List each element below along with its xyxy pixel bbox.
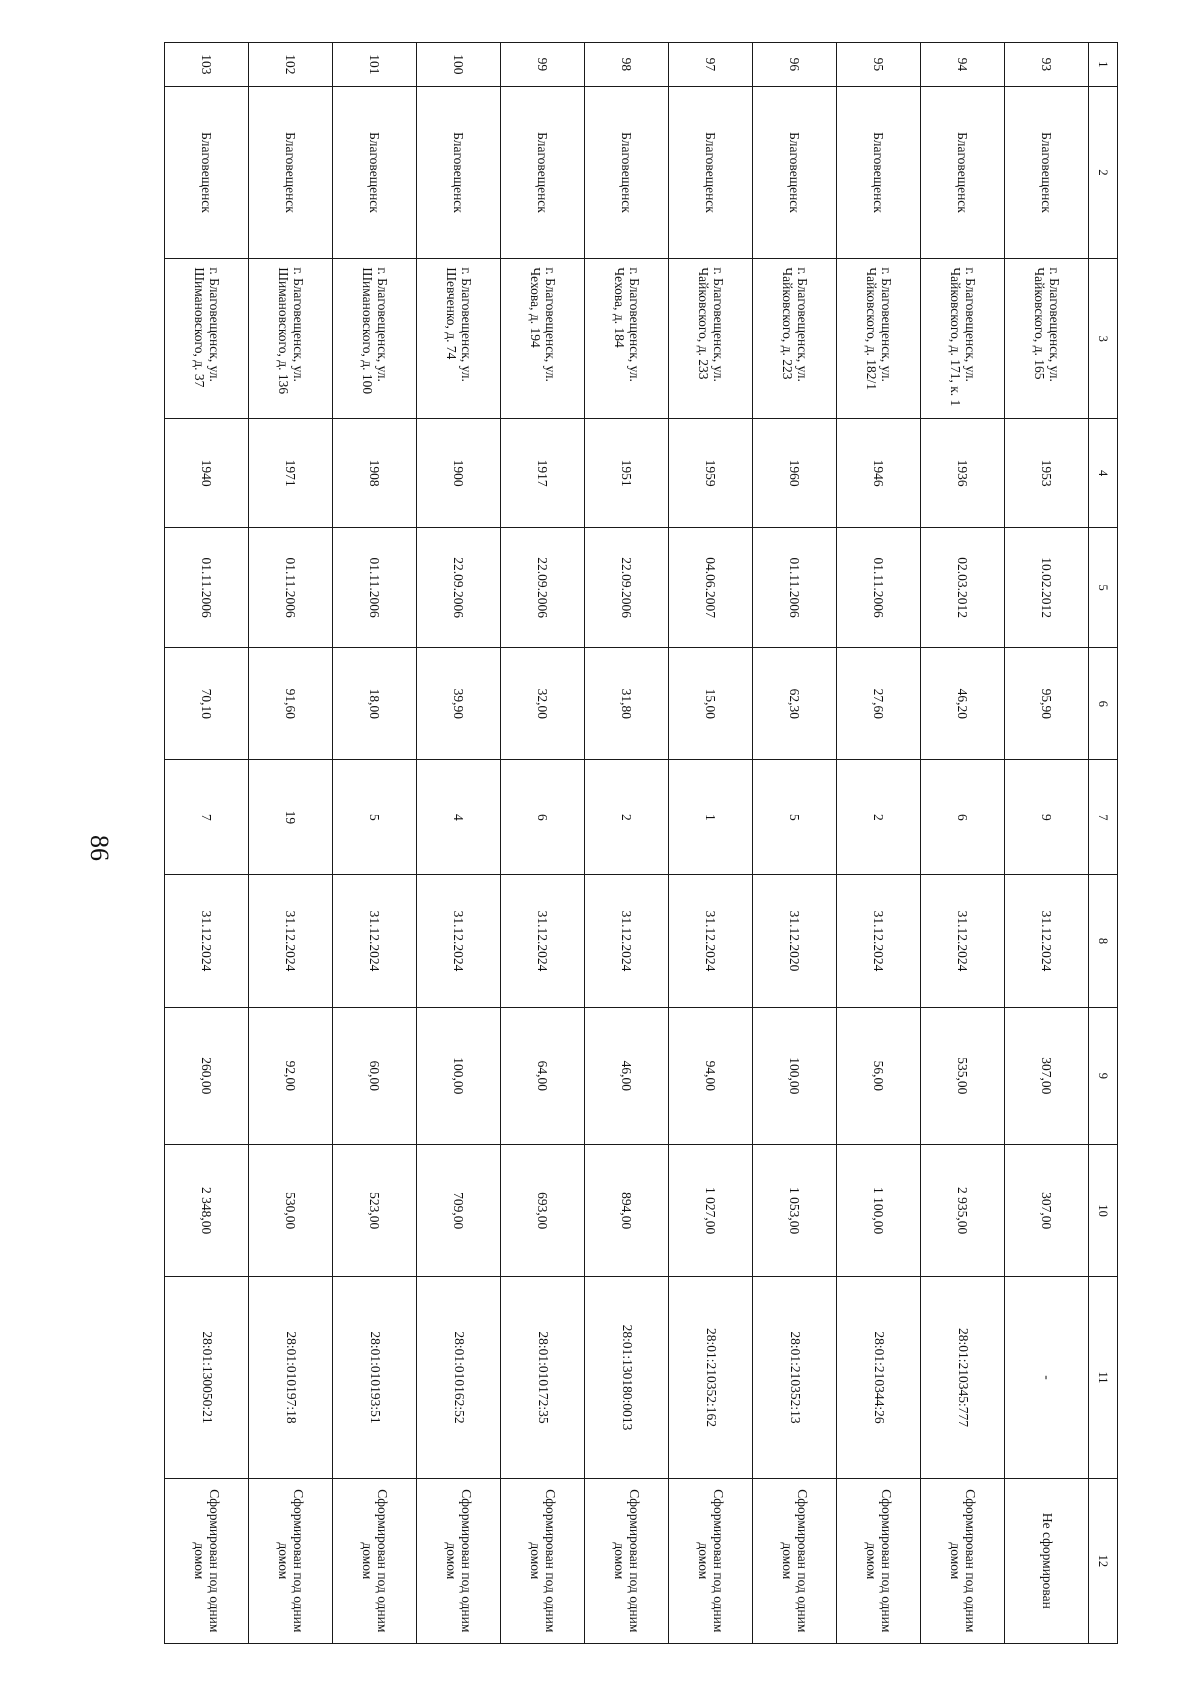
column-header: 10 [1089, 1145, 1118, 1277]
cadastral-number-cell: 28:01:010162:52 [417, 1277, 501, 1478]
plot-status-cell: Сформирован под одним домом [249, 1478, 333, 1643]
recognition-date-cell: 22.09.2006 [501, 527, 585, 647]
residents-cell: 6 [921, 760, 1005, 875]
land-area-cell: 307,00 [1005, 1007, 1089, 1145]
plot-area-cell: 1 027,00 [669, 1145, 753, 1277]
table-container [182, 42, 1118, 1644]
resettlement-date-cell: 31.12.2020 [753, 875, 837, 1007]
column-header: 8 [1089, 875, 1118, 1007]
area-cell: 32,00 [501, 648, 585, 760]
resettlement-date-cell: 31.12.2024 [837, 875, 921, 1007]
area-cell: 62,30 [753, 648, 837, 760]
build-year-cell: 1951 [585, 419, 669, 528]
column-header: 9 [1089, 1007, 1118, 1145]
plot-status-cell: Сформирован под одним домом [669, 1478, 753, 1643]
build-year-cell: 1960 [753, 419, 837, 528]
row-number-cell: 96 [753, 43, 837, 87]
build-year-cell: 1940 [165, 419, 249, 528]
area-cell: 91,60 [249, 648, 333, 760]
plot-area-cell: 307,00 [1005, 1145, 1089, 1277]
table-row [669, 43, 753, 1644]
table-body [165, 43, 1089, 1644]
table-row [1005, 43, 1089, 1644]
cadastral-number-cell: 28:01:130050:21 [165, 1277, 249, 1478]
plot-area-cell: 1 100,00 [837, 1145, 921, 1277]
plot-area-cell: 523,00 [333, 1145, 417, 1277]
plot-area-cell: 2 348,00 [165, 1145, 249, 1277]
recognition-date-cell: 01.11.2006 [165, 527, 249, 647]
plot-status-cell: Сформирован под одним домом [501, 1478, 585, 1643]
address-cell: г. Благовещенск, ул. Чайковского, д. 165 [1005, 259, 1089, 419]
area-cell: 31,80 [585, 648, 669, 760]
row-number-cell: 98 [585, 43, 669, 87]
column-header: 5 [1089, 527, 1118, 647]
row-number-cell: 95 [837, 43, 921, 87]
table-row [165, 43, 249, 1644]
row-number-cell: 103 [165, 43, 249, 87]
cadastral-number-cell: 28:01:210352:162 [669, 1277, 753, 1478]
build-year-cell: 1971 [249, 419, 333, 528]
table-row [417, 43, 501, 1644]
row-number-cell: 102 [249, 43, 333, 87]
plot-status-cell: Сформирован под одним домом [417, 1478, 501, 1643]
recognition-date-cell: 01.11.2006 [837, 527, 921, 647]
plot-area-cell: 1 053,00 [753, 1145, 837, 1277]
resettlement-date-cell: 31.12.2024 [249, 875, 333, 1007]
plot-status-cell: Сформирован под одним домом [165, 1478, 249, 1643]
residents-cell: 7 [165, 760, 249, 875]
land-area-cell: 64,00 [501, 1007, 585, 1145]
housing-register-table [164, 42, 1118, 1644]
area-cell: 46,20 [921, 648, 1005, 760]
address-cell: г. Благовещенск, ул. Чехова, д. 194 [501, 259, 585, 419]
build-year-cell: 1900 [417, 419, 501, 528]
area-cell: 18,00 [333, 648, 417, 760]
address-cell: г. Благовещенск, ул. Чайковского, д. 171, к. 1 [921, 259, 1005, 419]
city-cell: Благовещенск [165, 86, 249, 259]
city-cell: Благовещенск [837, 86, 921, 259]
land-area-cell: 100,00 [417, 1007, 501, 1145]
residents-cell: 1 [669, 760, 753, 875]
build-year-cell: 1946 [837, 419, 921, 528]
build-year-cell: 1917 [501, 419, 585, 528]
cadastral-number-cell: 28:01:210344:26 [837, 1277, 921, 1478]
plot-status-cell: Сформирован под одним домом [585, 1478, 669, 1643]
plot-area-cell: 894,00 [585, 1145, 669, 1277]
plot-status-cell: Сформирован под одним домом [333, 1478, 417, 1643]
resettlement-date-cell: 31.12.2024 [333, 875, 417, 1007]
row-number-cell: 101 [333, 43, 417, 87]
city-cell: Благовещенск [417, 86, 501, 259]
plot-status-cell: Не сформирован [1005, 1478, 1089, 1643]
city-cell: Благовещенск [585, 86, 669, 259]
residents-cell: 19 [249, 760, 333, 875]
build-year-cell: 1953 [1005, 419, 1089, 528]
recognition-date-cell: 01.11.2006 [333, 527, 417, 647]
land-area-cell: 260,00 [165, 1007, 249, 1145]
land-area-cell: 60,00 [333, 1007, 417, 1145]
cadastral-number-cell: 28:01:010197:18 [249, 1277, 333, 1478]
cadastral-number-cell: 28:01:210345:777 [921, 1277, 1005, 1478]
recognition-date-cell: 22.09.2006 [585, 527, 669, 647]
table-row [753, 43, 837, 1644]
city-cell: Благовещенск [753, 86, 837, 259]
plot-area-cell: 530,00 [249, 1145, 333, 1277]
table-row [837, 43, 921, 1644]
row-number-cell: 94 [921, 43, 1005, 87]
cadastral-number-cell: 28:01:210352:13 [753, 1277, 837, 1478]
build-year-cell: 1936 [921, 419, 1005, 528]
column-header: 2 [1089, 86, 1118, 259]
area-cell: 27,60 [837, 648, 921, 760]
land-area-cell: 56,00 [837, 1007, 921, 1145]
residents-cell: 9 [1005, 760, 1089, 875]
plot-area-cell: 2 935,00 [921, 1145, 1005, 1277]
table-row [333, 43, 417, 1644]
plot-status-cell: Сформирован под одним домом [753, 1478, 837, 1643]
recognition-date-cell: 10.02.2012 [1005, 527, 1089, 647]
cadastral-number-cell: - [1005, 1277, 1089, 1478]
address-cell: г. Благовещенск, ул. Чайковского, д. 182/1 [837, 259, 921, 419]
plot-area-cell: 693,00 [501, 1145, 585, 1277]
area-cell: 15,00 [669, 648, 753, 760]
address-cell: г. Благовещенск, ул. Чехова, д. 184 [585, 259, 669, 419]
plot-status-cell: Сформирован под одним домом [837, 1478, 921, 1643]
residents-cell: 2 [837, 760, 921, 875]
row-number-cell: 99 [501, 43, 585, 87]
column-header: 7 [1089, 760, 1118, 875]
table-row [921, 43, 1005, 1644]
column-header: 6 [1089, 648, 1118, 760]
area-cell: 39,90 [417, 648, 501, 760]
land-area-cell: 535,00 [921, 1007, 1005, 1145]
column-header: 11 [1089, 1277, 1118, 1478]
recognition-date-cell: 01.11.2006 [753, 527, 837, 647]
address-cell: г. Благовещенск, ул. Чайковского, д. 223 [753, 259, 837, 419]
resettlement-date-cell: 31.12.2024 [669, 875, 753, 1007]
resettlement-date-cell: 31.12.2024 [501, 875, 585, 1007]
residents-cell: 4 [417, 760, 501, 875]
plot-area-cell: 709,00 [417, 1145, 501, 1277]
row-number-cell: 100 [417, 43, 501, 87]
land-area-cell: 94,00 [669, 1007, 753, 1145]
recognition-date-cell: 01.11.2006 [249, 527, 333, 647]
area-cell: 70,10 [165, 648, 249, 760]
column-header: 1 [1089, 43, 1118, 87]
row-number-cell: 97 [669, 43, 753, 87]
table-row [585, 43, 669, 1644]
residents-cell: 6 [501, 760, 585, 875]
land-area-cell: 92,00 [249, 1007, 333, 1145]
residents-cell: 2 [585, 760, 669, 875]
recognition-date-cell: 04.06.2007 [669, 527, 753, 647]
resettlement-date-cell: 31.12.2024 [165, 875, 249, 1007]
rotated-table-frame [182, 42, 1118, 1644]
city-cell: Благовещенск [921, 86, 1005, 259]
recognition-date-cell: 02.03.2012 [921, 527, 1005, 647]
address-cell: г. Благовещенск, ул. Чайковского, д. 233 [669, 259, 753, 419]
build-year-cell: 1908 [333, 419, 417, 528]
column-header: 4 [1089, 419, 1118, 528]
table-row [501, 43, 585, 1644]
residents-cell: 5 [333, 760, 417, 875]
city-cell: Благовещенск [501, 86, 585, 259]
land-area-cell: 100,00 [753, 1007, 837, 1145]
residents-cell: 5 [753, 760, 837, 875]
column-header: 3 [1089, 259, 1118, 419]
cadastral-number-cell: 28:01:130180:0013 [585, 1277, 669, 1478]
address-cell: г. Благовещенск, ул. Шимановского, д. 100 [333, 259, 417, 419]
cadastral-number-cell: 28:01:010193:51 [333, 1277, 417, 1478]
cadastral-number-cell: 28:01:010172:35 [501, 1277, 585, 1478]
land-area-cell: 46,00 [585, 1007, 669, 1145]
build-year-cell: 1959 [669, 419, 753, 528]
city-cell: Благовещенск [249, 86, 333, 259]
table-row [249, 43, 333, 1644]
address-cell: г. Благовещенск, ул. Шимановского, д. 136 [249, 259, 333, 419]
city-cell: Благовещенск [1005, 86, 1089, 259]
recognition-date-cell: 22.09.2006 [417, 527, 501, 647]
address-cell: г. Благовещенск, ул. Шимановского, д. 37 [165, 259, 249, 419]
resettlement-date-cell: 31.12.2024 [417, 875, 501, 1007]
address-cell: г. Благовещенск, ул. Шевченко, д. 74 [417, 259, 501, 419]
page-number: 86 [85, 835, 114, 861]
city-cell: Благовещенск [669, 86, 753, 259]
area-cell: 95,90 [1005, 648, 1089, 760]
row-number-cell: 93 [1005, 43, 1089, 87]
city-cell: Благовещенск [333, 86, 417, 259]
resettlement-date-cell: 31.12.2024 [585, 875, 669, 1007]
resettlement-date-cell: 31.12.2024 [921, 875, 1005, 1007]
column-number-row [1089, 43, 1118, 1644]
resettlement-date-cell: 31.12.2024 [1005, 875, 1089, 1007]
plot-status-cell: Сформирован под одним домом [921, 1478, 1005, 1643]
column-header: 12 [1089, 1478, 1118, 1643]
